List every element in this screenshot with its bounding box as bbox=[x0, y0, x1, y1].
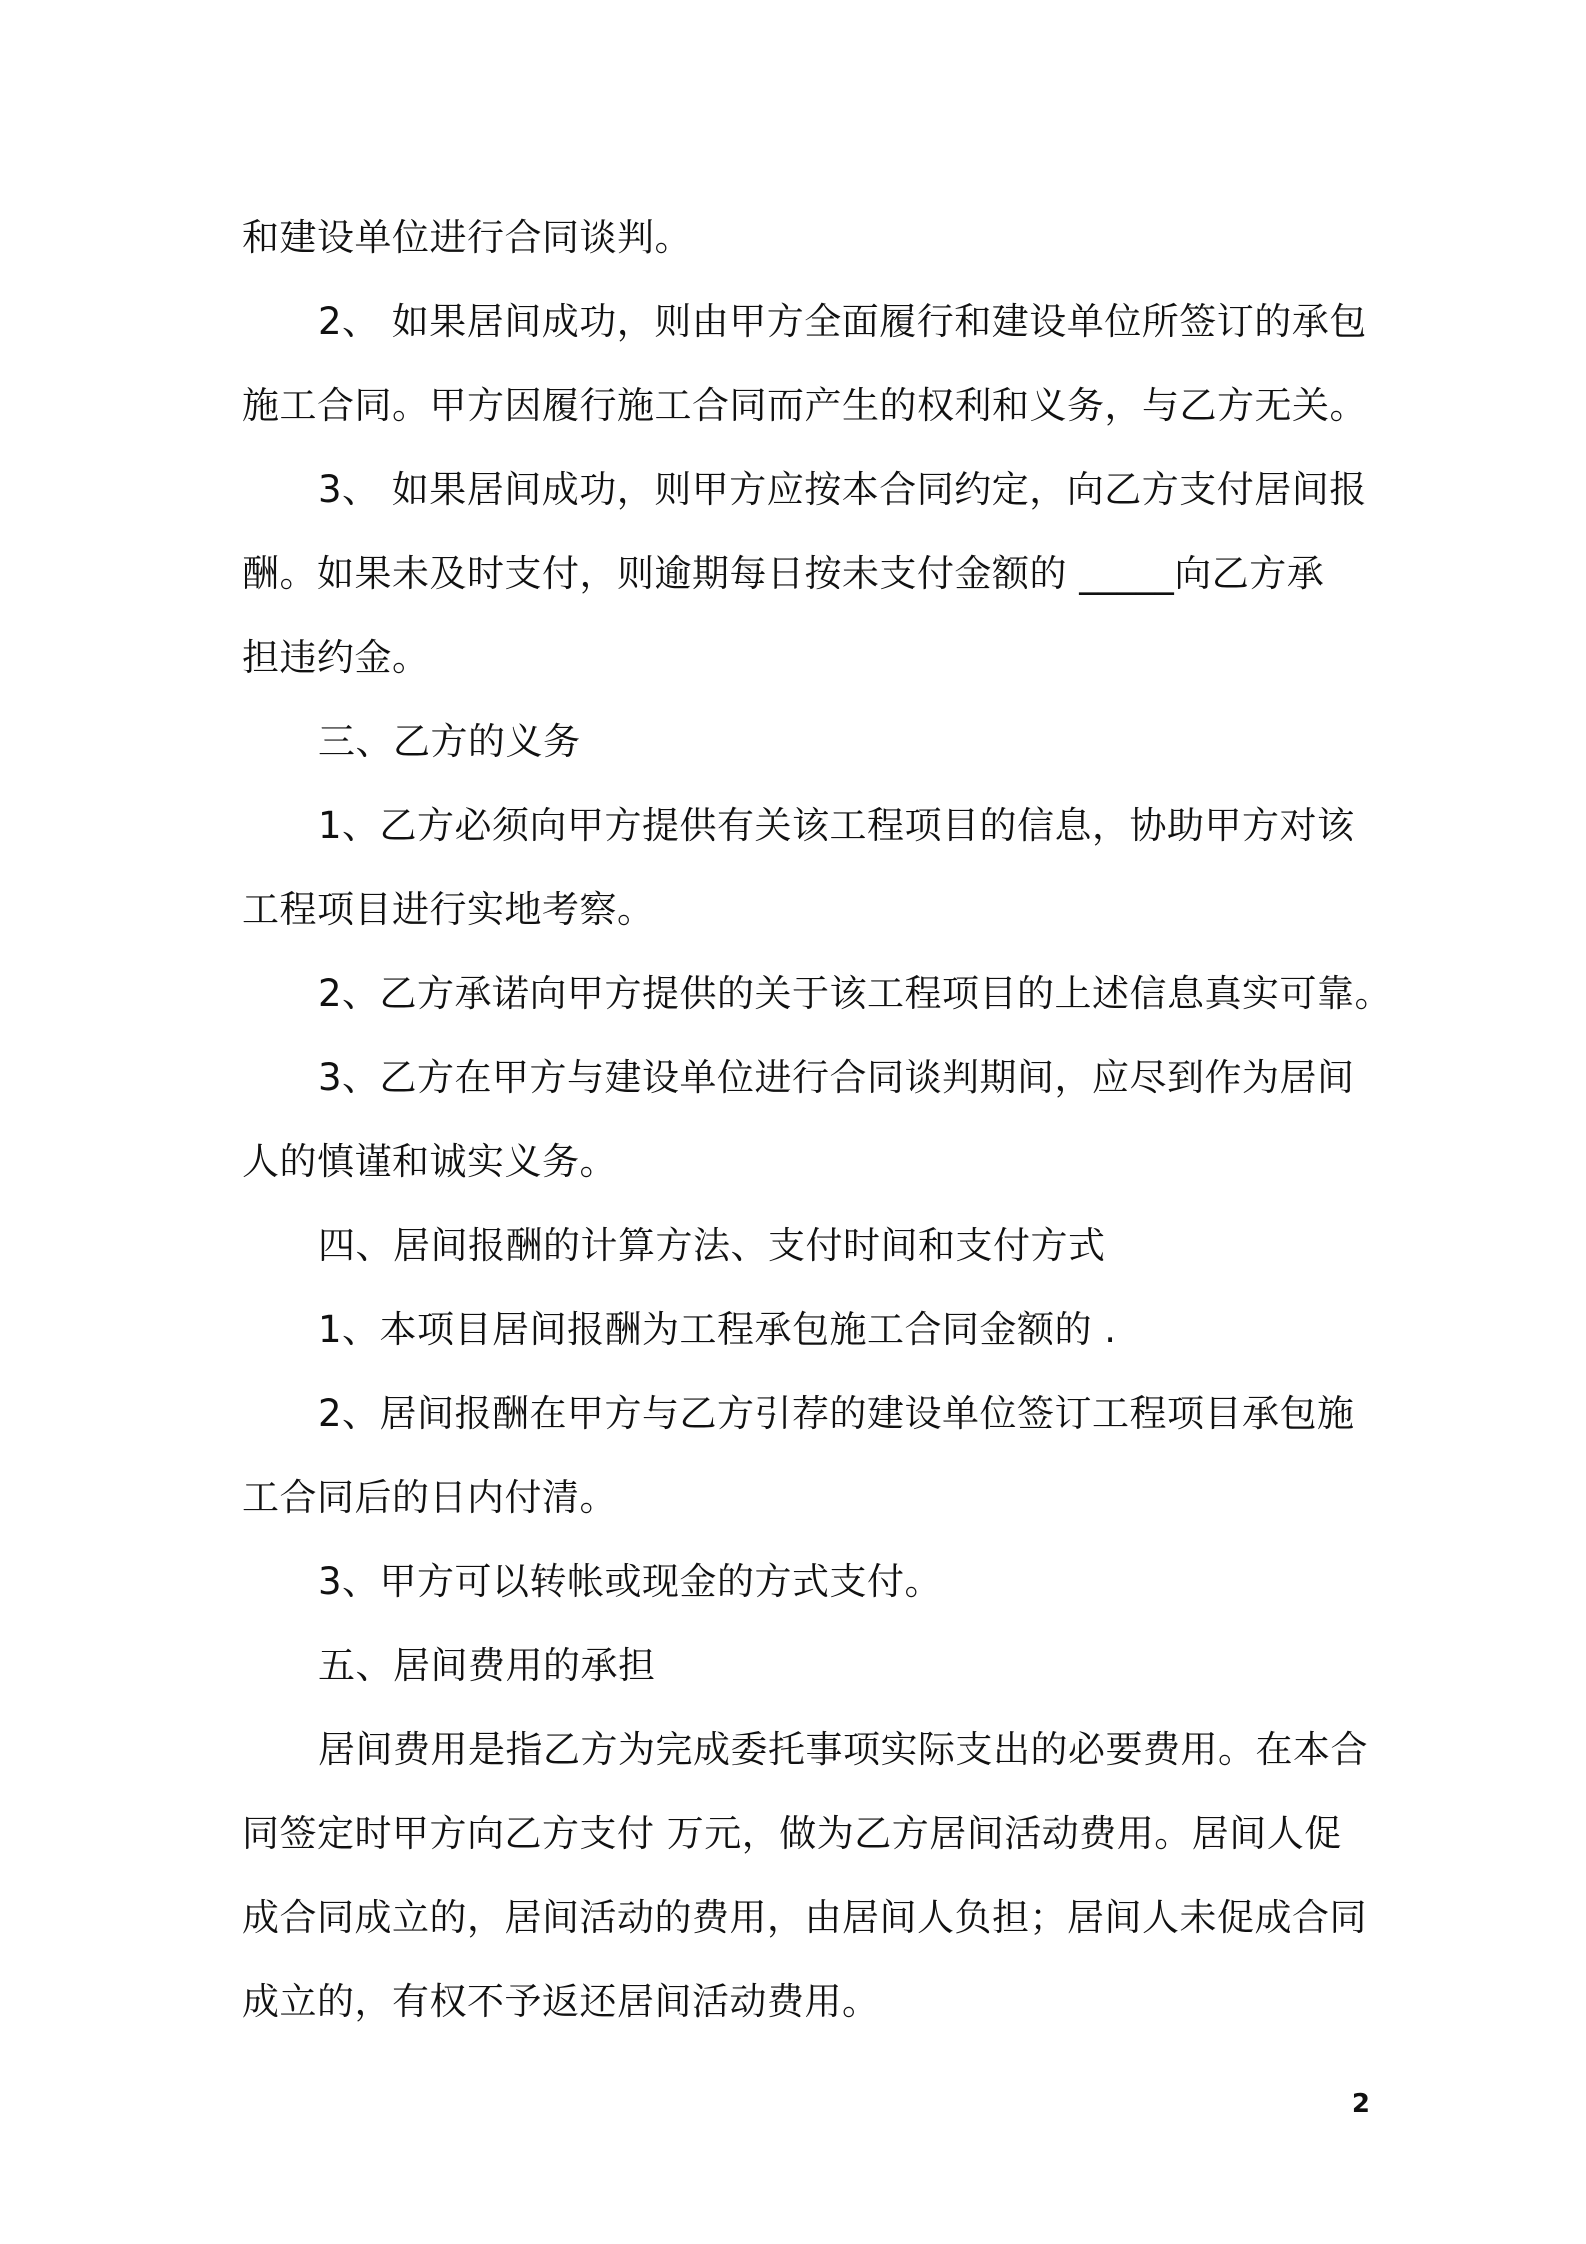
text-line: 1、本项目居间报酬为工程承包施工合同金额的 . bbox=[318, 1308, 1117, 1351]
text-line: 同签定时甲方向乙方支付 万元，做为乙方居间活动费用。居间人促 bbox=[242, 1812, 1342, 1855]
text-line: 工程项目进行实地考察。 bbox=[242, 888, 655, 931]
text-line: 3、甲方可以转帐或现金的方式支付。 bbox=[318, 1560, 943, 1603]
text-line: 2、乙方承诺向甲方提供的关于该工程项目的上述信息真实可靠。 bbox=[318, 972, 1393, 1015]
text-line: 担违约金。 bbox=[242, 636, 430, 679]
text-line: 居间费用是指乙方为完成委托事项实际支出的必要费用。在本合 bbox=[318, 1728, 1368, 1771]
section-heading: 三、乙方的义务 bbox=[318, 720, 581, 763]
text-line: 和建设单位进行合同谈判。 bbox=[242, 216, 692, 259]
text-line: 2、居间报酬在甲方与乙方引荐的建设单位签订工程项目承包施 bbox=[318, 1392, 1355, 1435]
text-line: 酬。如果未及时支付，则逾期每日按未支付金额的 _____向乙方承 bbox=[242, 552, 1325, 595]
text-line: 人的慎谨和诚实义务。 bbox=[242, 1140, 617, 1183]
text-line: 3、乙方在甲方与建设单位进行合同谈判期间，应尽到作为居间 bbox=[318, 1056, 1355, 1099]
document-body bbox=[242, 196, 1393, 2044]
text-line: 施工合同。甲方因履行施工合同而产生的权利和义务，与乙方无关。 bbox=[242, 384, 1367, 427]
text-line: 工合同后的日内付清。 bbox=[242, 1476, 617, 1519]
section-heading: 四、居间报酬的计算方法、支付时间和支付方式 bbox=[318, 1224, 1106, 1267]
text-line: 成立的，有权不予返还居间活动费用。 bbox=[242, 1980, 880, 2023]
text-line: 2、 如果居间成功，则由甲方全面履行和建设单位所签订的承包 bbox=[318, 300, 1367, 343]
text-line: 3、 如果居间成功，则甲方应按本合同约定，向乙方支付居间报 bbox=[318, 468, 1367, 511]
text-line: 成合同成立的，居间活动的费用，由居间人负担；居间人未促成合同 bbox=[242, 1896, 1367, 1939]
section-heading: 五、居间费用的承担 bbox=[318, 1644, 656, 1687]
page-number: 2 bbox=[1351, 2089, 1370, 2119]
text-line: 1、乙方必须向甲方提供有关该工程项目的信息，协助甲方对该 bbox=[318, 804, 1355, 847]
